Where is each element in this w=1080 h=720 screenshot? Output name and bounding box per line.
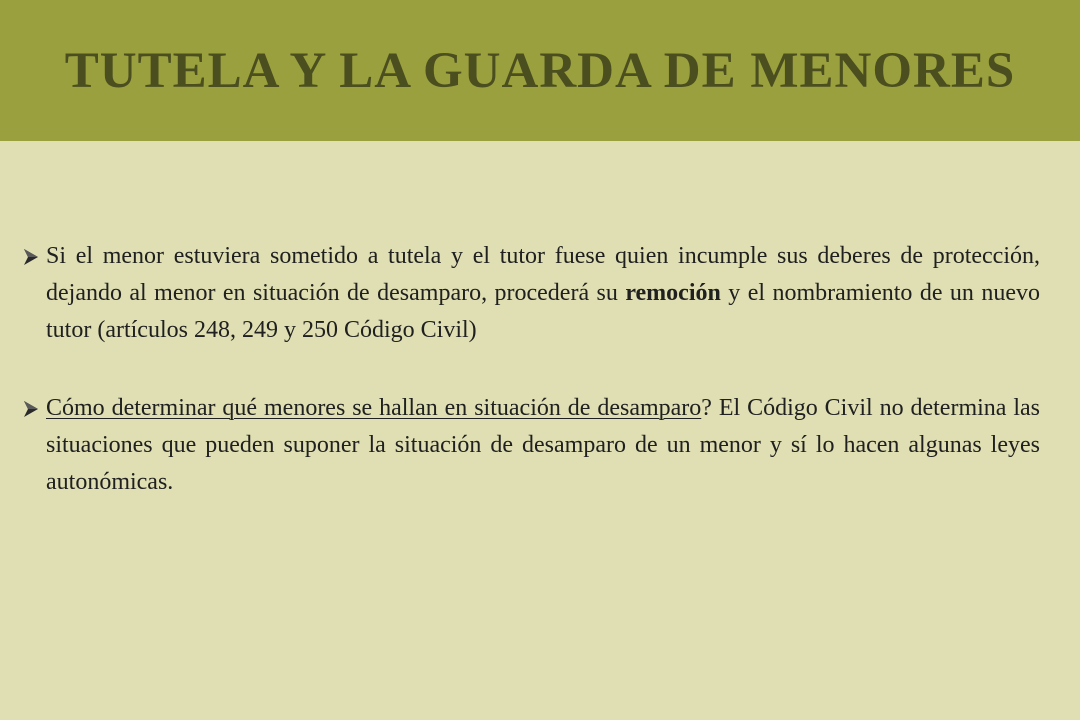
slide-content <box>22 238 1040 542</box>
bullet-item-tutor-removal <box>22 238 1040 349</box>
underlined-question: Cómo determinar qué menores se hallan en situación de desamparo <box>46 395 702 421</box>
bullet-item-desamparo-question <box>22 390 1040 501</box>
arrowhead-bullet-icon <box>22 248 40 266</box>
bullet-text: y el nombramiento de un nuevo tutor (artículos 248, 249 y 250 Código Civil) <box>46 280 1041 343</box>
bullet-text: Si el menor estuviera sometido a tutela y el tutor fuese quien incumple sus deberes de protección, dejando al menor en situación de desamparo, procederá su <box>46 243 1040 306</box>
bullet-text: ? El Código Civil no determina las situaciones que pueden suponer la situación de desamparo de un menor y sí lo hacen algunas leyes autonómicas. <box>46 395 1040 495</box>
slide-title: TUTELA Y LA GUARDA DE MENORES <box>64 43 1016 99</box>
arrowhead-bullet-icon <box>22 400 40 418</box>
bold-term: remoción <box>625 280 721 306</box>
